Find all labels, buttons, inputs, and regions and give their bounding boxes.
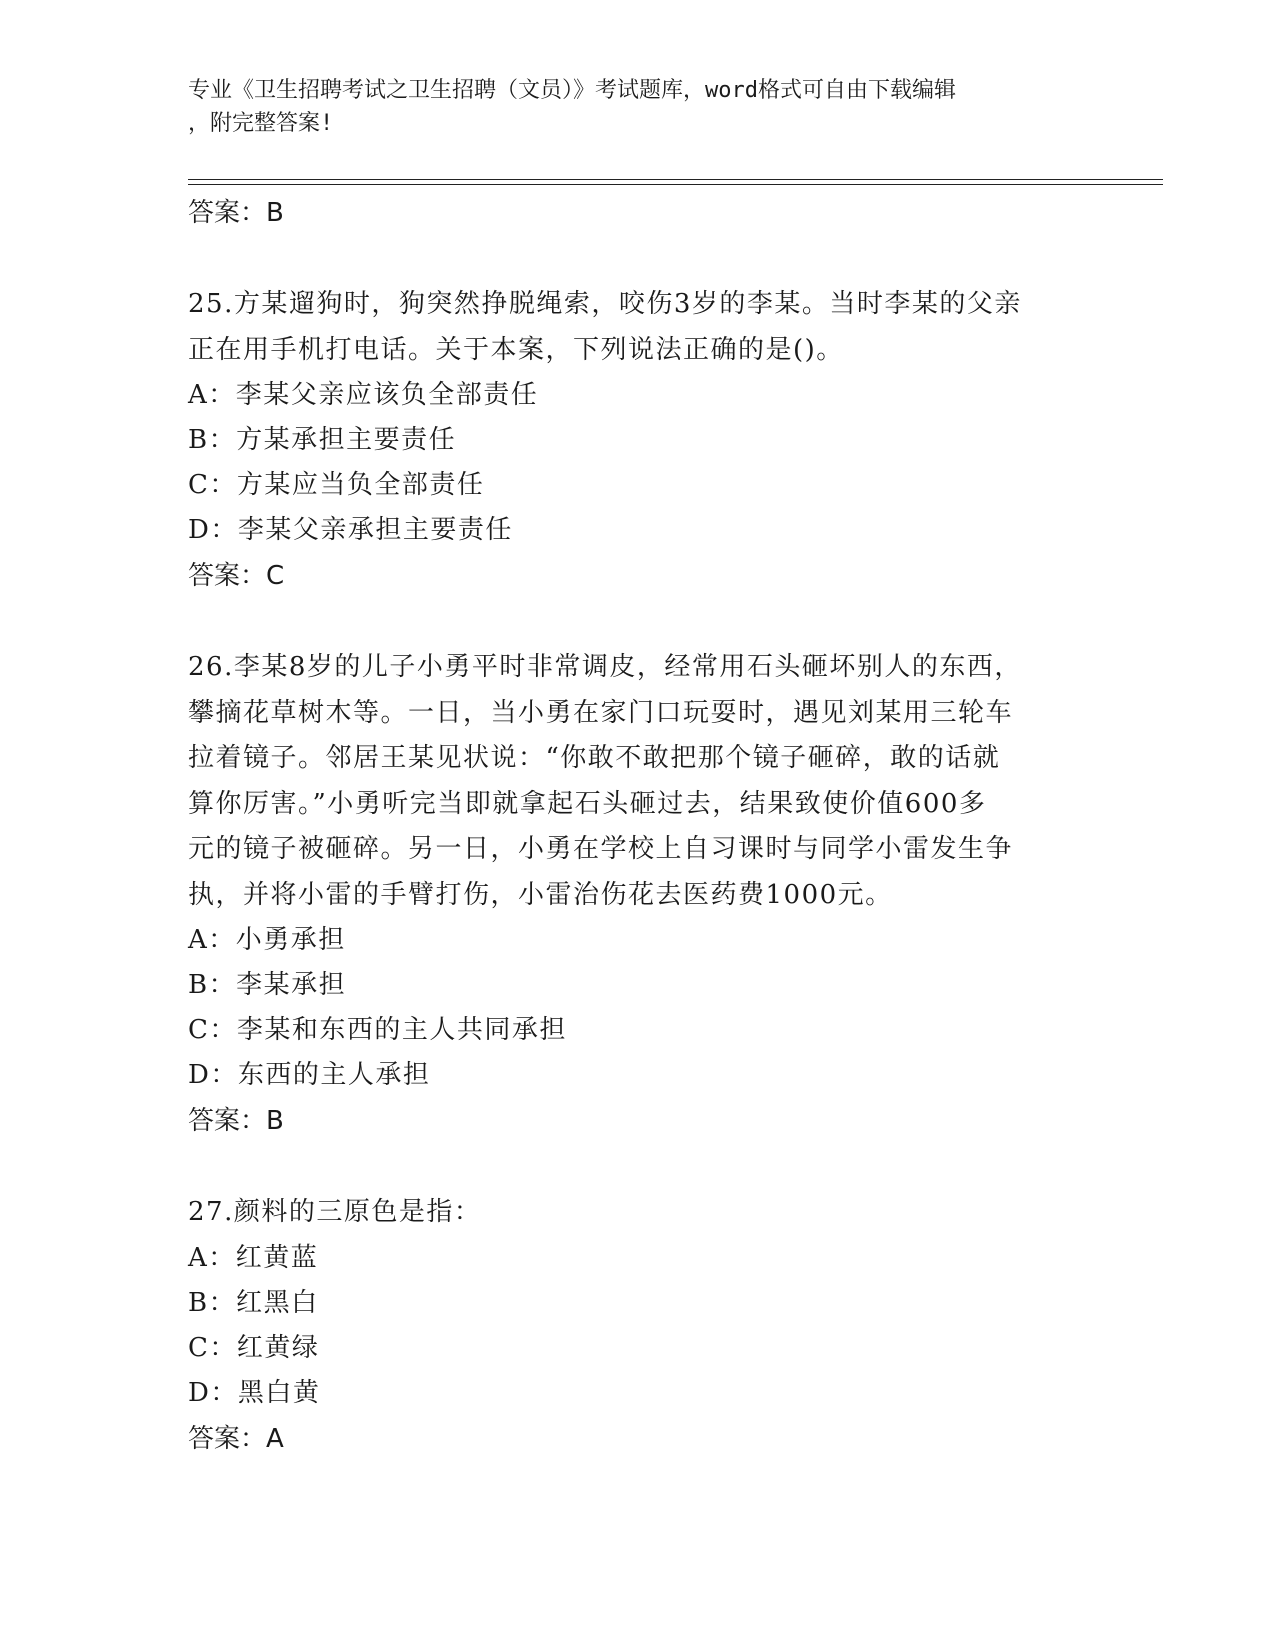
document-header [188,74,1088,140]
answer-line: 答案：A [188,1423,284,1454]
stem-line: 27.颜料的三原色是指： [188,1197,482,1227]
option-d: D：黑白黄 [188,1377,321,1408]
stem-line: 元的镜子被砸碎。另一日，小勇在学校上自习课时与同学小雷发生争 [188,834,1014,864]
option-c: C：红黄绿 [188,1332,320,1363]
option-d: D：李某父亲承担主要责任 [188,515,513,545]
question-25 [188,282,1088,599]
option-d: D：东西的主人承担 [188,1060,431,1090]
option-b: B：红黑白 [188,1287,319,1318]
header-divider-top [188,179,1163,180]
answer-line: 答案：B [188,1106,284,1136]
stem-line: 攀摘花草树木等。一日，当小勇在家门口玩耍时，遇见刘某用三轮车 [188,697,1014,728]
question-stem [188,645,1088,918]
question-stem [188,282,1088,373]
option-b: B：方某承担主要责任 [188,425,457,455]
option-c: C：方某应当负全部责任 [188,470,485,500]
question-26 [188,645,1088,1144]
answer-line: 答案：B [188,198,284,228]
stem-line: 执，并将小雷的手臂打伤，小雷治伤花去医药费1000元。 [188,879,893,910]
stem-line: 拉着镜子。邻居王某见状说：“你敢不敢把那个镜子砸碎，敢的话就 [188,743,1001,773]
question-27 [188,1190,1088,1462]
spacer [188,1144,1088,1190]
question-list [188,190,1088,1462]
spacer [188,236,1088,282]
header-line: ，附完整答案! [188,111,334,136]
stem-line: 算你厉害。”小勇听完当即就拿起石头砸过去，结果致使价值600多 [188,788,987,819]
spacer [188,599,1088,645]
header-divider-bottom [188,184,1163,185]
answer-line: 答案：C [188,561,285,591]
stem-line: 正在用手机打电话。关于本案，下列说法正确的是()。 [188,334,844,365]
option-a: A：小勇承担 [188,925,346,955]
stem-line: 25.方某遛狗时，狗突然挣脱绳索，咬伤3岁的李某。当时李某的父亲 [188,289,1022,319]
option-a: A：红黄蓝 [188,1242,319,1273]
option-b: B：李某承担 [188,970,347,1000]
header-line: 专业《卫生招聘考试之卫生招聘（文员）》考试题库，word格式可自由下载编辑 [188,78,956,103]
option-a: A：李某父亲应该负全部责任 [188,380,539,410]
option-c: C：李某和东西的主人共同承担 [188,1015,567,1045]
stem-line: 26.李某8岁的儿子小勇平时非常调皮，经常用石头砸坏别人的东西， [188,652,1022,682]
question-stem [188,1190,1088,1236]
